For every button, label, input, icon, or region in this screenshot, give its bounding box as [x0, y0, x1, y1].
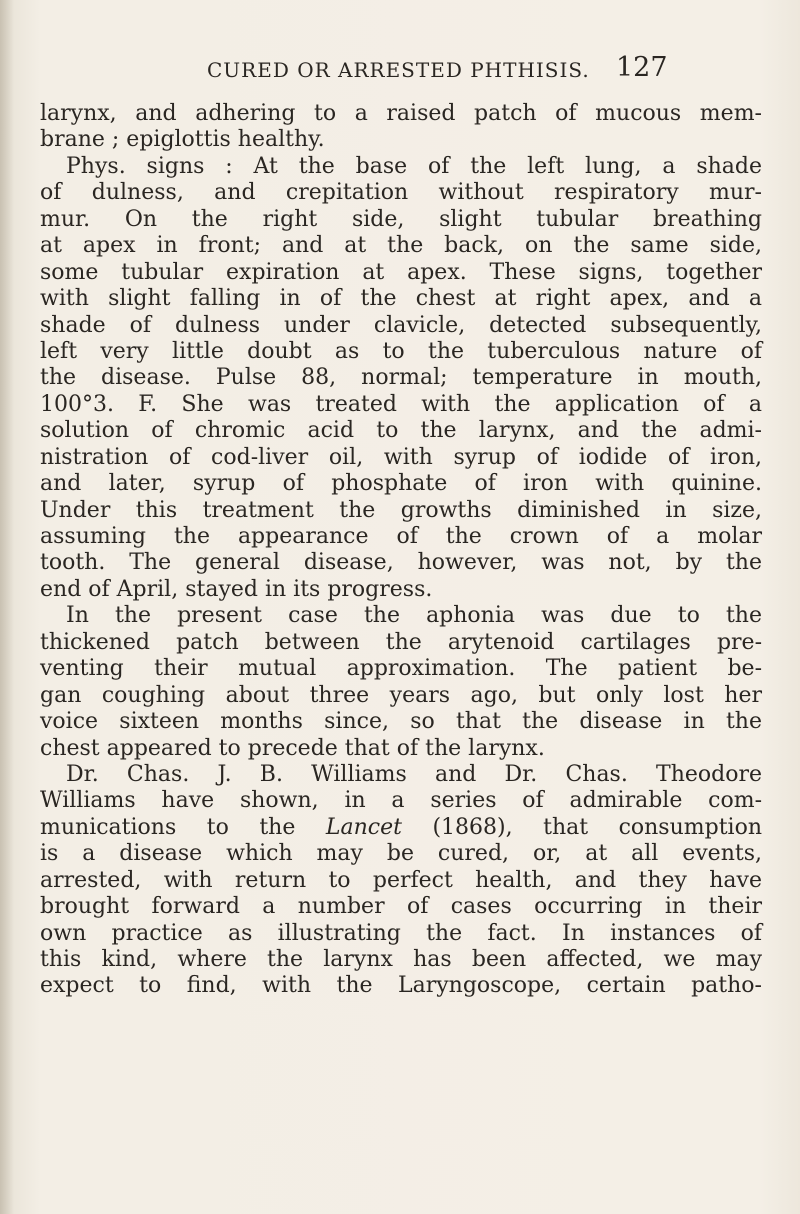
text-line: solution of chromic acid to the larynx, and the admi- [40, 418, 762, 444]
text-line: brought forward a number of cases occurring in their [40, 894, 762, 920]
text-line: arrested, with return to perfect health, and they have [40, 867, 762, 893]
text-line: own practice as illustrating the fact. In instances of [40, 920, 762, 946]
text-line [40, 815, 762, 841]
text-line: In the present case the aphonia was due to the [66, 603, 762, 629]
text-line: chest appeared to precede that of the larynx. [40, 735, 545, 761]
italic-title: Lancet [325, 814, 402, 840]
text-line: Williams have shown, in a series of admirable com- [40, 788, 762, 814]
text-line: at apex in front; and at the back, on the same side, [40, 233, 762, 259]
text-line: this kind, where the larynx has been affected, we may [40, 947, 762, 972]
text-line: nistration of cod-liver oil, with syrup of iodide of iron, [40, 444, 762, 470]
text-line: thickened patch between the arytenoid cartilages pre- [40, 629, 762, 655]
text-line: with slight falling in of the chest at right apex, and a [40, 286, 762, 312]
text-line: larynx, and adhering to a raised patch of mucous mem- [40, 101, 762, 126]
page-header [0, 52, 800, 92]
text-line: mur. On the right side, slight tubular breathing [40, 206, 762, 232]
text-line: assuming the appearance of the crown of a molar [40, 524, 762, 549]
body-text [40, 101, 762, 1000]
text-line: Dr. Chas. J. B. Williams and Dr. Chas. Theodore [66, 761, 762, 787]
text-line: expect to find, with the Laryngoscope, certain patho- [40, 973, 762, 999]
spine-shadow [0, 0, 14, 1214]
text-line: the disease. Pulse 88, normal; temperature in mouth, [40, 365, 762, 391]
text-segment: munications to the [40, 814, 326, 840]
running-head: CURED OR ARRESTED PHTHISIS. [207, 58, 590, 82]
text-line: some tubular expiration at apex. These signs, together [40, 259, 762, 285]
text-line: gan coughing about three years ago, but only lost her [40, 682, 762, 708]
text-line: Under this treatment the growths diminished in size, [40, 497, 762, 523]
text-line: voice sixteen months since, so that the disease in the [40, 709, 762, 735]
text-line: 100°3. F. She was treated with the application of a [40, 391, 762, 417]
text-line: is a disease which may be cured, or, at all events, [40, 841, 762, 867]
page-number: 127 [616, 52, 668, 83]
text-line: Phys. signs : At the base of the left lung, a shade [66, 153, 762, 179]
text-line: venting their mutual approximation. The patient be- [40, 656, 762, 682]
text-line: shade of dulness under clavicle, detected subsequently, [40, 312, 762, 338]
text-line: left very little doubt as to the tuberculous nature of [40, 338, 762, 364]
text-line: and later, syrup of phosphate of iron with quinine. [40, 471, 762, 497]
text-line: end of April, stayed in its progress. [40, 576, 433, 602]
text-line: tooth. The general disease, however, was not, by the [40, 550, 762, 576]
text-line: of dulness, and crepitation without respiratory mur- [40, 180, 762, 206]
text-line: brane ; epiglottis healthy. [40, 127, 325, 153]
text-segment: (1868), that consumption [401, 814, 762, 840]
